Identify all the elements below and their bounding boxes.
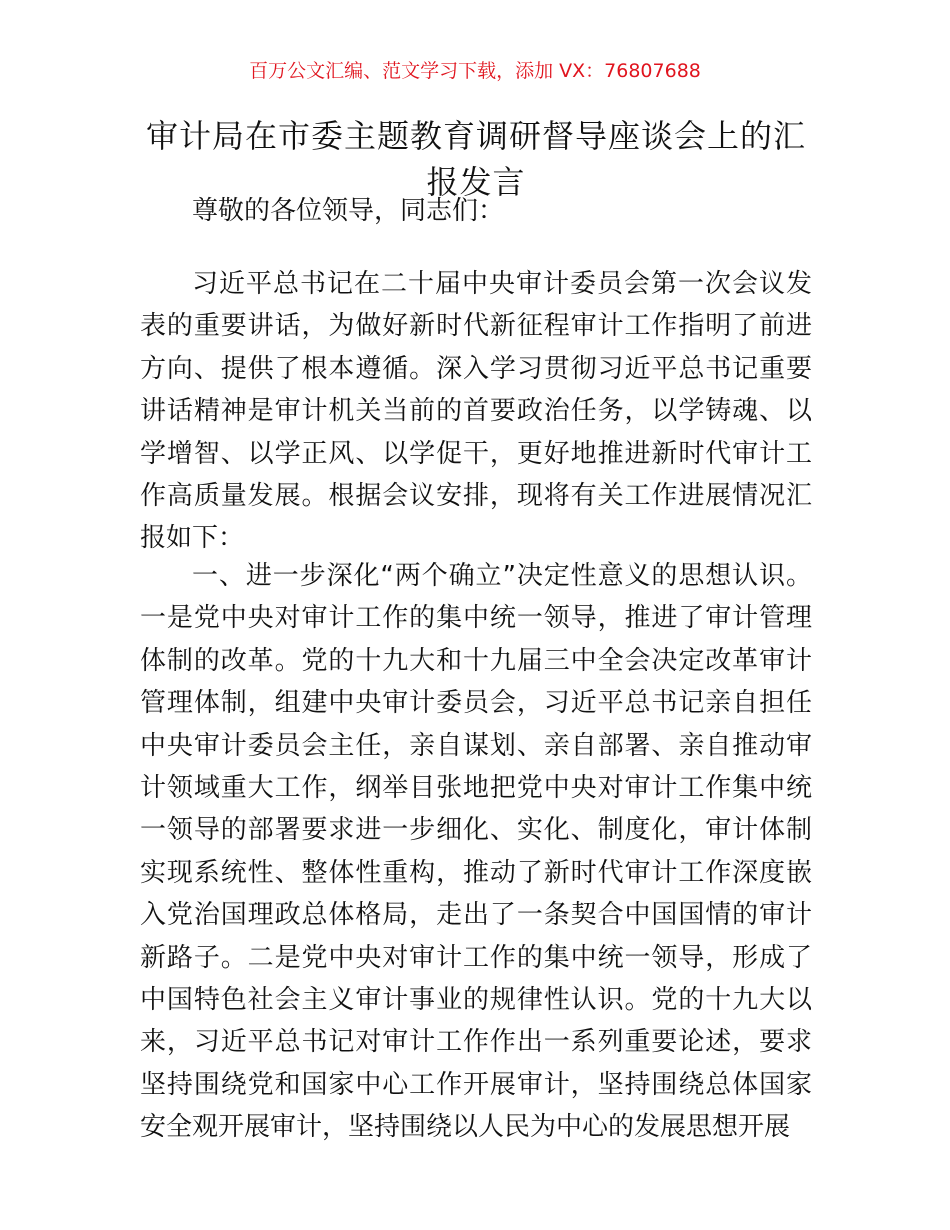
salutation [140, 190, 812, 232]
header-watermark-note: 百万公文汇编、范文学习下载，添加 VX：76807688 [249, 60, 701, 82]
document-title: 审计局在市委主题教育调研督导座谈会上的汇报发言 [145, 117, 806, 201]
paragraph-intro [140, 263, 812, 560]
paragraph-text: 习近平总书记在二十届中央审计委员会第一次会议发表的重要讲话，为做好新时代新征程审计工作指明了前进方向、提供了根本遵循。深入学习贯彻习近平总书记重要讲话精神是审计机关当前的首要政治任务，以学铸魂、以学增智、以学正风、以学促干，更好地推进新时代审计工作高质量发展。根据会议安排，现将有关工作进展情况汇报如下： [140, 269, 812, 554]
paragraph-section-one [140, 555, 812, 1149]
salutation-text: 尊敬的各位领导，同志们： [192, 196, 505, 226]
paragraph-text: 一、进一步深化“两个确立”决定性意义的思想认识。一是党中央对审计工作的集中统一领导，推进了审计管理体制的改革。党的十九大和十九届三中全会决定改革审计管理体制，组建中央审计委员会，习近平总书记亲自担任中央审计委员会主任，亲自谋划、亲自部署、亲自推动审计领域重大工作，纲举目张地把党中央对审计工作集中统一领导的部署要求进一步细化、实化、制度化，审计体制实现系统性、整体性重构，推动了新时代审计工作深度嵌入党治国理政总体格局，走出了一条契合中国国情的审计新路子。二是党中央对审计工作的集中统一领导，形成了中国特色社会主义审计事业的规律性认识。党的十九大以来，习近平总书记对审计工作作出一系列重要论述，要求坚持围绕党和国家中心工作开展审计，坚持围绕总体国家安全观开展审计，坚持围绕以人民为中心的发展思想开展 [140, 561, 812, 1143]
